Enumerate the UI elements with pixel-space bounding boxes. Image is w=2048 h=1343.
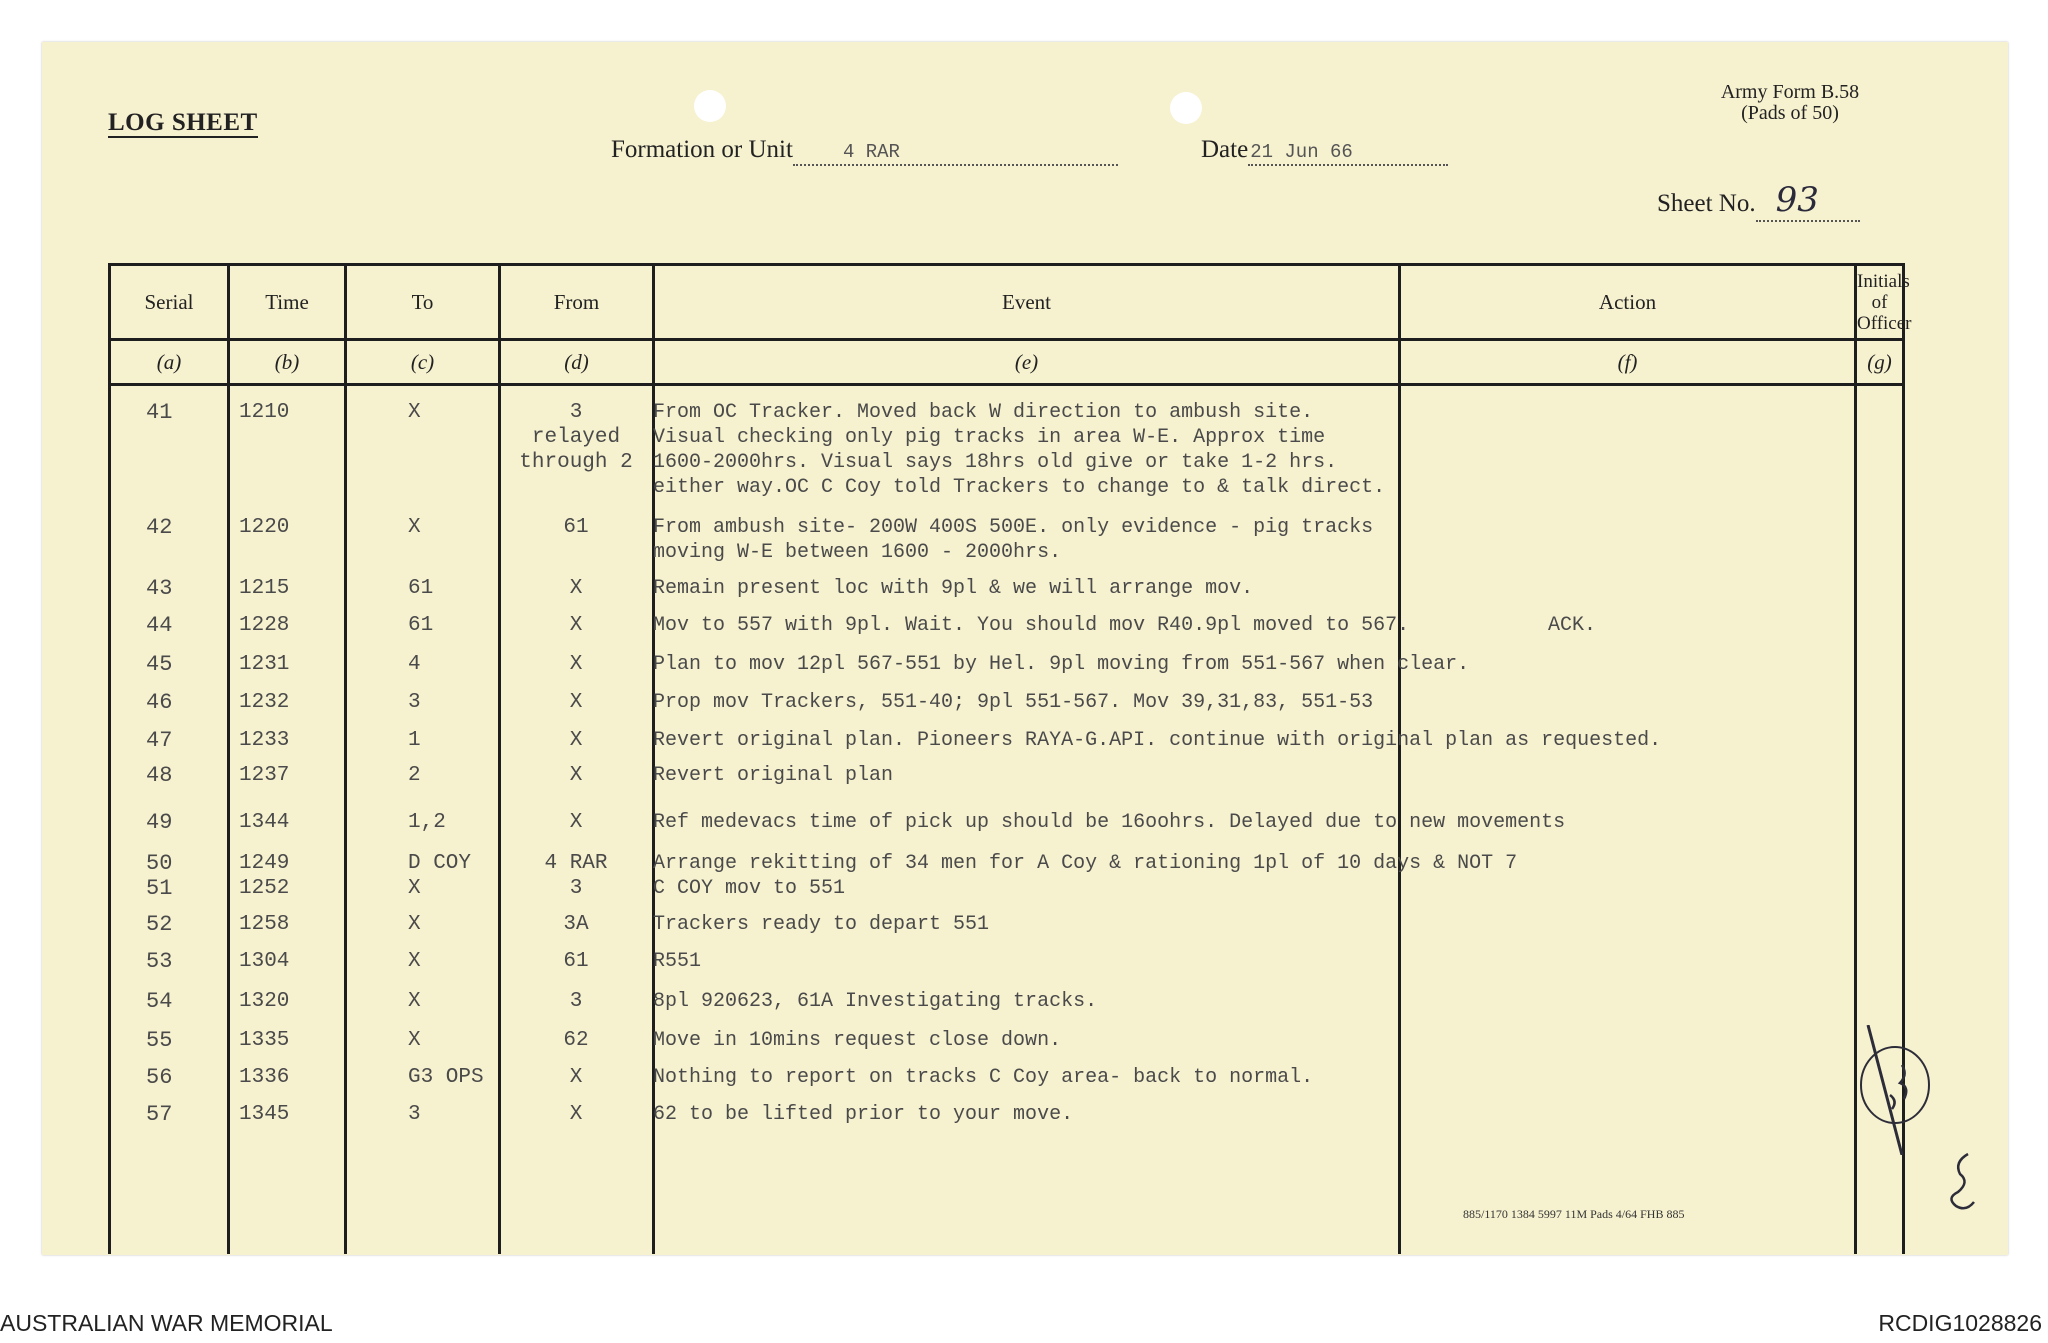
entry-from: X <box>569 729 583 752</box>
col-time-header: Time <box>229 265 346 340</box>
formation-label: Formation or Unit <box>611 136 793 163</box>
entry-from: X <box>569 653 583 676</box>
entry-event: Move in 10mins request close down. <box>653 1029 1062 1052</box>
army-form-reference <box>1700 82 1880 124</box>
entry-event: 8pl 920623, 61A Investigating tracks. <box>653 990 1098 1013</box>
entry-from: 3 <box>569 990 583 1013</box>
entry-time: 1233 <box>239 729 290 752</box>
entry-time: 1258 <box>239 913 290 936</box>
entry-from: X <box>569 1066 583 1089</box>
entry-event: Mov to 557 with 9pl. Wait. You should mov R40.9pl moved to 567. <box>653 614 1410 637</box>
entry-from: X <box>569 614 583 637</box>
entry-event: Plan to mov 12pl 567-551 by Hel. 9pl moving from 551-567 when clear. <box>653 653 1470 676</box>
col-initials-header: Initials of Officer <box>1856 265 1904 340</box>
entry-to: 3 <box>408 1103 421 1126</box>
entry-from: 62 <box>563 1029 589 1052</box>
entry-serial: 44 <box>146 613 173 638</box>
entry-event: Prop mov Trackers, 551-40; 9pl 551-567. Mov 39,31,83, 551-53 <box>653 691 1374 714</box>
punch-hole-right <box>1170 92 1202 124</box>
col-event-header: Event <box>654 265 1400 340</box>
entry-from: 61 <box>563 950 589 973</box>
entry-serial: 48 <box>146 763 173 788</box>
entry-from: 61 <box>563 516 589 539</box>
col-letter-g: (g) <box>1856 340 1904 385</box>
col-letter-a: (a) <box>110 340 229 385</box>
entry-to: G3 OPS <box>408 1066 484 1089</box>
date-field <box>1201 136 1448 166</box>
entry-serial: 54 <box>146 989 173 1014</box>
entry-serial: 56 <box>146 1065 173 1090</box>
entry-time: 1249 <box>239 852 290 875</box>
entry-from: 3 <box>569 877 583 900</box>
entry-event: Ref medevacs time of pick up should be 16oohrs. Delayed due to new movements <box>653 811 1566 834</box>
entry-to: X <box>408 1029 421 1052</box>
formation-value: 4 RAR <box>842 141 900 163</box>
col-letter-f: (f) <box>1400 340 1856 385</box>
sheet-number-field <box>1657 180 1860 222</box>
column-header-row <box>110 265 1904 340</box>
entry-to: X <box>408 401 421 424</box>
handwritten-page-mark <box>1938 1150 1988 1220</box>
col-letter-e: (e) <box>654 340 1400 385</box>
date-label: Date <box>1201 136 1249 163</box>
entry-event: Trackers ready to depart 551 <box>653 913 990 936</box>
entry-time: 1336 <box>239 1066 290 1089</box>
col-letter-d: (d) <box>500 340 654 385</box>
entry-from: X <box>569 577 583 600</box>
entry-serial: 49 <box>146 810 173 835</box>
entry-from: 3 relayed through 2 <box>519 401 633 474</box>
entry-to: 61 <box>408 577 434 600</box>
entry-event: Remain present loc with 9pl & we will arrange mov. <box>653 577 1254 600</box>
entry-to: X <box>408 516 421 539</box>
entry-serial: 50 <box>146 851 173 876</box>
entry-serial: 45 <box>146 652 173 677</box>
entry-from: X <box>569 691 583 714</box>
entry-time: 1215 <box>239 577 290 600</box>
entry-event: From ambush site- 200W 400S 500E. only evidence - pig tracks moving W-E between 1600 - 2000hrs. <box>653 516 1374 564</box>
col-letter-c: (c) <box>346 340 500 385</box>
entry-time: 1335 <box>239 1029 290 1052</box>
col-letter-b: (b) <box>229 340 346 385</box>
formation-field <box>611 136 1118 166</box>
entry-serial: 41 <box>146 400 173 425</box>
entry-time: 1320 <box>239 990 290 1013</box>
entry-to: X <box>408 950 421 973</box>
col-action-header: Action <box>1400 265 1856 340</box>
entry-from: X <box>569 1103 583 1126</box>
entry-event: 62 to be lifted prior to your move. <box>653 1103 1074 1126</box>
entry-time: 1228 <box>239 614 290 637</box>
entry-time: 1252 <box>239 877 290 900</box>
entry-from: 4 RAR <box>544 852 608 875</box>
entry-time: 1304 <box>239 950 290 973</box>
entry-time: 1210 <box>239 401 290 424</box>
punch-hole-left <box>694 90 726 122</box>
entry-to: X <box>408 913 421 936</box>
entry-event: From OC Tracker. Moved back W direction to ambush site. Visual checking only pig tracks in area W-E. Approx time 1600-2000hrs. Visual says 18hrs old give or take 1-2 hrs. either way.OC C Coy told Trackers to change to & talk direct. <box>653 401 1386 499</box>
entry-to: D COY <box>408 852 472 875</box>
column-letter-row <box>110 340 1904 385</box>
col-to-header: To <box>346 265 500 340</box>
entry-action: ACK. <box>1548 614 1597 637</box>
entry-time: 1237 <box>239 764 290 787</box>
entry-serial: 42 <box>146 515 173 540</box>
entry-serial: 55 <box>146 1028 173 1053</box>
entry-serial: 53 <box>146 949 173 974</box>
entry-event: Arrange rekitting of 34 men for A Coy & rationing 1pl of 10 days & NOT 7 <box>653 852 1518 875</box>
entry-serial: 43 <box>146 576 173 601</box>
col-serial-header: Serial <box>110 265 229 340</box>
army-form-number: Army Form B.58 <box>1720 81 1860 103</box>
print-code: 885/1170 1384 5997 11M Pads 4/64 FHB 885 <box>1463 1207 1685 1221</box>
entry-from: X <box>569 811 583 834</box>
entry-serial: 46 <box>146 690 173 715</box>
col-from-header: From <box>500 265 654 340</box>
entry-to: 4 <box>408 653 421 676</box>
archive-credit: AUSTRALIAN WAR MEMORIAL <box>0 1310 333 1336</box>
entry-to: 3 <box>408 691 421 714</box>
entry-from: X <box>569 764 583 787</box>
entry-event: C COY mov to 551 <box>653 877 846 900</box>
entry-to: X <box>408 877 421 900</box>
entry-serial: 52 <box>146 912 173 937</box>
entry-event: R551 <box>653 950 702 973</box>
entry-to: 1,2 <box>408 811 446 834</box>
form-title: LOG SHEET <box>108 109 258 136</box>
entry-time: 1232 <box>239 691 290 714</box>
entry-serial: 57 <box>146 1102 173 1127</box>
entry-to: 1 <box>408 729 421 752</box>
date-value: 21 Jun 66 <box>1250 141 1353 163</box>
entry-time: 1344 <box>239 811 290 834</box>
entry-serial: 51 <box>146 876 173 901</box>
entry-event: Revert original plan <box>653 764 894 787</box>
entry-time: 1231 <box>239 653 290 676</box>
entry-event: Nothing to report on tracks C Coy area- back to normal. <box>653 1066 1314 1089</box>
entry-to: 2 <box>408 764 421 787</box>
entry-time: 1220 <box>239 516 290 539</box>
army-form-pads: (Pads of 50) <box>1741 102 1839 124</box>
officer-initials-signature <box>1850 1025 1940 1155</box>
entry-from: 3A <box>563 913 589 936</box>
entry-event: Revert original plan. Pioneers RAYA-G.API. continue with original plan as requested. <box>653 729 1662 752</box>
entry-to: X <box>408 990 421 1013</box>
entry-serial: 47 <box>146 728 173 753</box>
entry-to: 61 <box>408 614 434 637</box>
entry-time: 1345 <box>239 1103 290 1126</box>
sheet-number-value: 93 <box>1775 180 1819 220</box>
sheet-label: Sheet No. <box>1657 190 1756 217</box>
archive-reference: RCDIG1028826 <box>1878 1310 2042 1336</box>
